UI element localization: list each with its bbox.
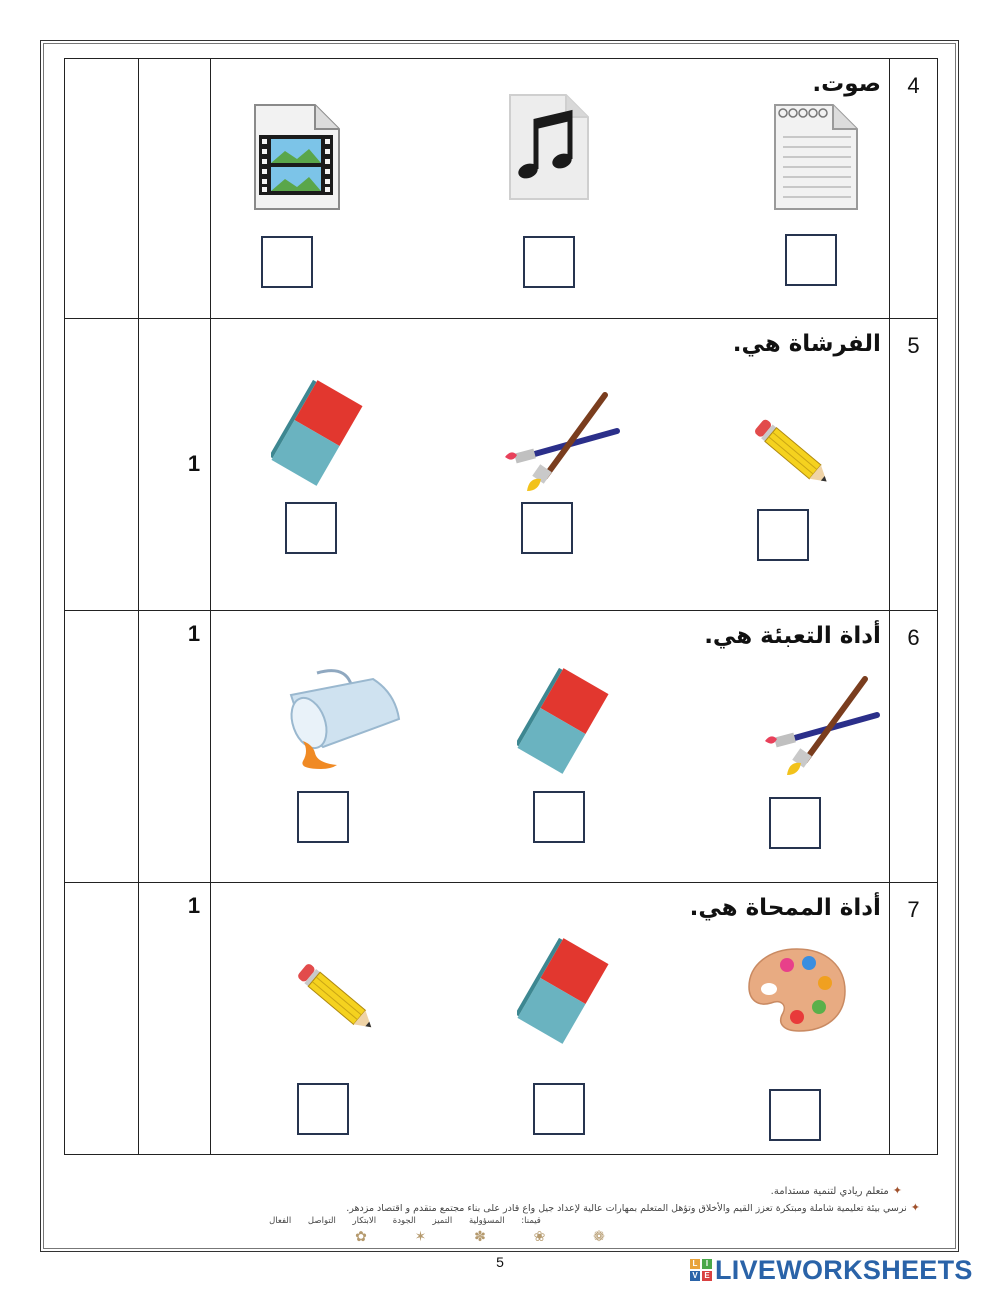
question-row-6 [65, 611, 938, 883]
footer-vision: ✦متعلم ريادي لتنمية مستدامة. [770, 1184, 902, 1197]
question-text: صوت. [812, 71, 881, 97]
emblem-icon: ✿ [355, 1229, 367, 1245]
emblem-icon: ✶ [414, 1229, 427, 1245]
audio-file-icon [506, 91, 592, 203]
score-cell [139, 59, 211, 319]
video-file-icon [251, 101, 343, 213]
question-row-5 [65, 319, 938, 611]
palette-icon [747, 945, 847, 1035]
answer-checkbox[interactable] [523, 236, 575, 288]
answer-checkbox[interactable] [785, 234, 837, 286]
footer [70, 1184, 920, 1226]
answer-checkbox[interactable] [521, 502, 573, 554]
paintbrushes-icon [501, 391, 621, 495]
paint-bucket-icon [281, 665, 401, 775]
question-content [211, 319, 890, 611]
footer-values: قيمنا: المسؤولية التميز الجودة الابتكار التواصل الفعال [269, 1216, 541, 1226]
answer-checkbox[interactable] [757, 509, 809, 561]
eraser-icon [271, 379, 363, 487]
question-score: 1 [187, 893, 201, 918]
score-cell [139, 883, 211, 1155]
answer-checkbox[interactable] [533, 1083, 585, 1135]
emblem-icon: ❀ [533, 1229, 546, 1245]
question-number: 5 [889, 319, 937, 611]
answer-checkbox[interactable] [533, 791, 585, 843]
question-content [211, 883, 890, 1155]
question-score: 1 [187, 451, 201, 476]
emblem-icon: ❁ [593, 1229, 605, 1245]
question-text: الفرشاة هي. [732, 331, 881, 357]
answer-checkbox[interactable] [769, 797, 821, 849]
question-number: 7 [889, 883, 937, 1155]
question-content [211, 611, 890, 883]
answer-checkbox[interactable] [769, 1089, 821, 1141]
question-number: 4 [889, 59, 937, 319]
paintbrushes-icon [761, 675, 881, 779]
question-row-4 [65, 59, 938, 319]
score-cell [139, 611, 211, 883]
swirl-icon: ✦ [892, 1184, 902, 1197]
eraser-icon [517, 667, 609, 775]
pencil-icon [293, 945, 387, 1041]
text-document-icon [771, 101, 861, 213]
pencil-icon [751, 401, 841, 495]
logo-text: LIVEWORKSHEETS [715, 1254, 973, 1285]
footer-mission: ✦نرسي بيئة تعليمية شاملة ومبتكرة تعزز القيم والأخلاق وتؤهل المتعلم بمهارات عالية لإعداد جيل واع قادر على بناء مجتمع متقدم و اقتصاد مزدهر. [346, 1201, 920, 1214]
question-text: أداة التعبئة هي. [704, 623, 881, 649]
question-score: 1 [187, 621, 201, 646]
questions-table [64, 58, 938, 1155]
values-emblems [350, 1229, 610, 1247]
grade-cell [65, 59, 139, 319]
answer-checkbox[interactable] [297, 1083, 349, 1135]
answer-checkbox[interactable] [285, 502, 337, 554]
liveworksheets-logo[interactable] [690, 1256, 973, 1284]
score-cell [139, 319, 211, 611]
page-number: 5 [496, 1254, 504, 1270]
answer-checkbox[interactable] [261, 236, 313, 288]
eraser-icon [517, 937, 609, 1045]
grade-cell [65, 611, 139, 883]
swirl-icon: ✦ [910, 1201, 920, 1214]
logo-mark-icon: L I V E [690, 1259, 712, 1281]
question-content [211, 59, 890, 319]
emblem-icon: ✽ [474, 1229, 486, 1245]
question-number: 6 [889, 611, 937, 883]
question-text: أداة الممحاة هي. [689, 895, 881, 921]
answer-checkbox[interactable] [297, 791, 349, 843]
question-row-7 [65, 883, 938, 1155]
grade-cell [65, 883, 139, 1155]
grade-cell [65, 319, 139, 611]
